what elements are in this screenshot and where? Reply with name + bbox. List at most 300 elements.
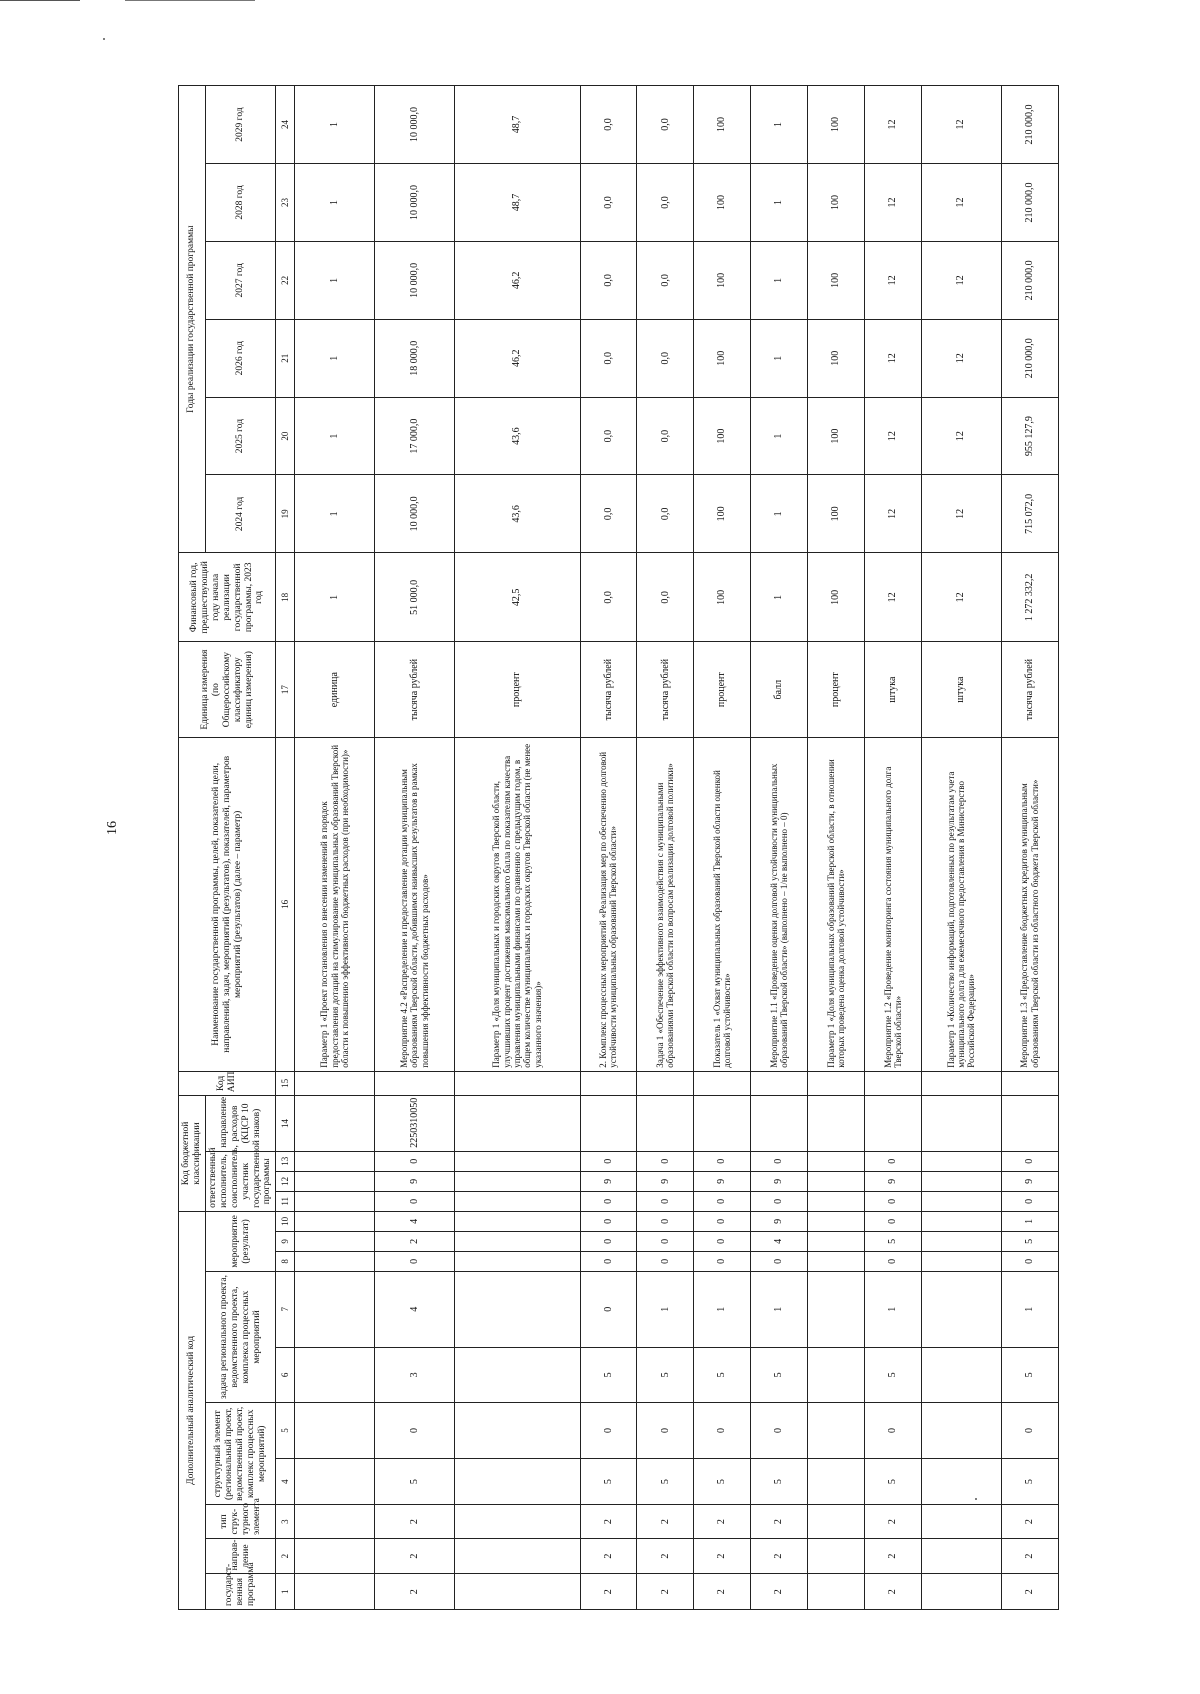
table-cell: 2 — [864, 1538, 921, 1574]
table-cell: 5 — [580, 1347, 637, 1403]
column-index-cell: 13 — [276, 1151, 295, 1171]
table-cell: 0 — [694, 1403, 751, 1459]
column-index-cell: 7 — [276, 1271, 295, 1347]
column-index-cell: 3 — [276, 1505, 295, 1538]
table-row — [637, 86, 694, 1610]
table-cell: 0,0 — [580, 164, 637, 242]
row-name-cell: Показатель 1 «Охват муниципальных образований Тверской области оценкой долговой устойчивости» — [694, 737, 751, 1071]
table-cell: 210 000,0 — [1001, 241, 1058, 319]
header-aip: Код АИП — [179, 1071, 276, 1095]
header-2027: 2027 год — [205, 241, 276, 319]
column-index-cell: 21 — [276, 319, 295, 397]
table-cell: 2 — [694, 1505, 751, 1538]
table-cell: 100 — [694, 397, 751, 475]
table-cell — [454, 1096, 580, 1152]
table-cell — [694, 1096, 751, 1152]
table-cell: 9 — [694, 1171, 751, 1191]
table-cell: 100 — [808, 319, 865, 397]
table-cell: 0 — [375, 1191, 455, 1211]
table-cell: 5 — [751, 1347, 808, 1403]
table-cell: процент — [694, 642, 751, 738]
row-name-cell: Мероприятие 1.3 «Предоставление бюджетных кредитов муниципальным образованиям Тверской области из областного бюджета Тверской области» — [1001, 737, 1058, 1071]
table-cell: 0,0 — [637, 86, 694, 164]
table-cell: 0 — [580, 1151, 637, 1171]
table-cell: 12 — [864, 319, 921, 397]
table-cell — [808, 1231, 865, 1251]
table-cell — [921, 1171, 1001, 1191]
column-index-cell: 18 — [276, 553, 295, 642]
column-index-cell: 15 — [276, 1071, 295, 1095]
table-cell: 1 — [864, 1271, 921, 1347]
table-cell — [921, 1096, 1001, 1152]
table-cell: единица — [295, 642, 375, 738]
table-cell — [751, 1071, 808, 1095]
table-cell: 1 — [751, 1271, 808, 1347]
scan-edge-line — [125, 0, 255, 1]
table-cell: 3 — [375, 1347, 455, 1403]
table-cell: 2 — [694, 1538, 751, 1574]
table-cell: 100 — [808, 475, 865, 553]
table-cell: 9 — [751, 1211, 808, 1231]
header-measure: мероприятие (результат) — [205, 1211, 276, 1271]
column-index-cell: 1 — [276, 1574, 295, 1610]
table-cell: 2 — [637, 1574, 694, 1610]
table-row — [580, 86, 637, 1610]
table-cell: 2 — [637, 1505, 694, 1538]
table-cell — [295, 1171, 375, 1191]
table-cell — [295, 1151, 375, 1171]
table-cell: 2 — [751, 1574, 808, 1610]
table-cell: 0 — [637, 1191, 694, 1211]
column-index-cell: 4 — [276, 1458, 295, 1505]
table-cell: 0 — [580, 1211, 637, 1231]
rotated-table-wrapper — [178, 85, 1058, 1610]
table-cell — [921, 1505, 1001, 1538]
header-resp: ответственный исполнитель, соисполнитель, участник государственной программы — [205, 1151, 276, 1211]
table-cell: 5 — [637, 1347, 694, 1403]
row-name-cell: Мероприятие 1.1 «Проведение оценки долговой устойчивости муниципальных образований Тверской области» (выполнено – 1/не выполнено – 0) — [751, 737, 808, 1071]
table-cell: 1 — [751, 475, 808, 553]
table-cell: 0 — [694, 1251, 751, 1271]
table-cell: 210 000,0 — [1001, 319, 1058, 397]
table-cell — [921, 1231, 1001, 1251]
table-cell: 715 072,0 — [1001, 475, 1058, 553]
table-cell: 12 — [921, 397, 1001, 475]
header-2024: 2024 год — [205, 475, 276, 553]
table-cell: тысяча рублей — [637, 642, 694, 738]
table-cell — [295, 1251, 375, 1271]
table-cell: 0 — [864, 1251, 921, 1271]
table-cell: 1 — [751, 319, 808, 397]
table-cell: 100 — [808, 241, 865, 319]
header-gp: государст-венная программа — [205, 1574, 276, 1610]
table-cell: 1 272 332,2 — [1001, 553, 1058, 642]
table-cell: 100 — [808, 397, 865, 475]
table-cell — [808, 1096, 865, 1152]
table-cell: 0 — [580, 1191, 637, 1211]
table-cell: процент — [808, 642, 865, 738]
table-cell: 5 — [864, 1231, 921, 1251]
table-cell: 0 — [694, 1191, 751, 1211]
column-index-cell: 2 — [276, 1538, 295, 1574]
table-cell: 5 — [864, 1458, 921, 1505]
table-cell: 18 000,0 — [375, 319, 455, 397]
table-cell: 9 — [1001, 1171, 1058, 1191]
table-cell: 0 — [1001, 1403, 1058, 1459]
table-cell — [921, 1574, 1001, 1610]
column-index-cell: 16 — [276, 737, 295, 1071]
table-cell — [295, 1191, 375, 1211]
table-cell: 1 — [295, 319, 375, 397]
table-cell: 5 — [1001, 1347, 1058, 1403]
table-cell: 0 — [751, 1403, 808, 1459]
column-index-cell: 8 — [276, 1251, 295, 1271]
header-unit: Единица измерения (по Общероссийскому классификатору единиц измерения) — [179, 642, 276, 738]
table-cell: 0 — [637, 1403, 694, 1459]
table-cell — [864, 1071, 921, 1095]
table-cell — [808, 1403, 865, 1459]
table-row — [375, 86, 455, 1610]
table-cell: 9 — [751, 1171, 808, 1191]
header-years-group: Годы реализации государственной программы — [179, 86, 206, 553]
column-index-cell: 10 — [276, 1211, 295, 1231]
table-cell — [454, 1458, 580, 1505]
table-cell: 5 — [694, 1458, 751, 1505]
table-cell: 1 — [751, 164, 808, 242]
table-cell — [921, 1151, 1001, 1171]
table-cell — [454, 1211, 580, 1231]
table-cell — [808, 1505, 865, 1538]
column-index-cell: 14 — [276, 1096, 295, 1152]
table-cell — [295, 1231, 375, 1251]
header-name: Наименование государственной программы, целей, показателей цели, направлений, задач, мероприятий (результатов), показателей, параметров мероприятий (результатов) (далее – параметр) — [179, 737, 276, 1071]
table-cell: 1 — [1001, 1211, 1058, 1231]
table-cell: 0 — [694, 1231, 751, 1251]
table-cell: 100 — [694, 475, 751, 553]
table-cell: 17 000,0 — [375, 397, 455, 475]
table-cell: 0 — [864, 1191, 921, 1211]
table-cell: 0,0 — [637, 241, 694, 319]
column-index-cell: 5 — [276, 1403, 295, 1459]
table-cell — [295, 1458, 375, 1505]
table-cell: 48,7 — [454, 86, 580, 164]
table-cell — [1001, 1096, 1058, 1152]
header-budget-code: Код бюджетной классификации — [179, 1096, 206, 1212]
table-cell: 2 — [751, 1538, 808, 1574]
table-cell — [808, 1171, 865, 1191]
page-number: 16 — [105, 821, 120, 835]
table-cell: 0,0 — [580, 86, 637, 164]
table-cell — [921, 1251, 1001, 1271]
table-cell: 48,7 — [454, 164, 580, 242]
table-cell: 12 — [864, 241, 921, 319]
table-row — [808, 86, 865, 1610]
table-cell: 5 — [694, 1347, 751, 1403]
column-index-cell: 11 — [276, 1191, 295, 1211]
table-cell: 0 — [637, 1211, 694, 1231]
table-cell: 0 — [751, 1191, 808, 1211]
table-cell: 1 — [694, 1271, 751, 1347]
table-cell: 46,2 — [454, 319, 580, 397]
table-cell: 2 — [1001, 1574, 1058, 1610]
header-type: тип струк-турного элемента — [205, 1505, 276, 1538]
table-cell: 0 — [637, 1231, 694, 1251]
table-cell: 100 — [694, 164, 751, 242]
table-cell: 43,6 — [454, 475, 580, 553]
table-cell: 46,2 — [454, 241, 580, 319]
table-cell: 12 — [864, 397, 921, 475]
table-cell: 0 — [751, 1151, 808, 1171]
table-cell — [454, 1403, 580, 1459]
table-cell: 12 — [921, 553, 1001, 642]
table-row — [694, 86, 751, 1610]
table-cell — [454, 1071, 580, 1095]
row-name-cell: Параметр 1 «Количество информаций, подготовленных по результатам учета муниципального долга для ежемесячного предоставления в Министерство Российской Федерации» — [921, 737, 1001, 1071]
table-cell: 4 — [375, 1211, 455, 1231]
header-struct: структурный элемент (региональный проект, ведомственный проект, комплекс процессных мероприятий) — [205, 1403, 276, 1505]
table-cell: 0,0 — [637, 397, 694, 475]
table-cell: 0 — [375, 1151, 455, 1171]
table-cell: 0 — [580, 1251, 637, 1271]
table-cell — [694, 1071, 751, 1095]
row-name-cell: 2. Комплекс процессных мероприятий «Реализация мер по обеспечению долговой устойчивости муниципальных образований Тверской области» — [580, 737, 637, 1071]
table-cell: 12 — [921, 241, 1001, 319]
table-cell: 0 — [580, 1231, 637, 1251]
table-cell: 1 — [751, 241, 808, 319]
table-cell — [1001, 1071, 1058, 1095]
table-row — [921, 86, 1001, 1610]
table-cell: 2 — [694, 1574, 751, 1610]
header-task: задача регионального проекта, ведомственного проекта, комплекса процессных мероприятий — [205, 1271, 276, 1402]
table-cell: 0 — [580, 1271, 637, 1347]
table-cell — [454, 1538, 580, 1574]
table-cell: 1 — [295, 397, 375, 475]
table-cell: 2 — [637, 1538, 694, 1574]
table-cell: 0 — [864, 1151, 921, 1171]
table-cell: 5 — [751, 1458, 808, 1505]
table-cell — [921, 1403, 1001, 1459]
table-cell — [921, 1271, 1001, 1347]
table-cell: 1 — [295, 164, 375, 242]
table-cell: 9 — [637, 1171, 694, 1191]
row-name-cell: Задача 1 «Обеспечение эффективного взаимодействия с муниципальными образованиями Тверской области по вопросам реализации долговой политики» — [637, 737, 694, 1071]
table-cell — [808, 1347, 865, 1403]
table-cell: 9 — [580, 1171, 637, 1191]
table-cell: 100 — [808, 164, 865, 242]
table-cell: 2 — [375, 1574, 455, 1610]
column-index-cell: 17 — [276, 642, 295, 738]
table-cell: 1 — [751, 86, 808, 164]
row-name-cell: Параметр 1 «Проект постановления о внесении изменений в порядок предоставления дотаций на стимулирование муниципальных образований Тверской области к повышению эффективности бюджетных расходов (при необходимости)» — [295, 737, 375, 1071]
header-2025: 2025 год — [205, 397, 276, 475]
table-cell — [295, 1271, 375, 1347]
table-cell — [295, 1211, 375, 1231]
table-cell: 10 000,0 — [375, 86, 455, 164]
table-cell — [808, 1071, 865, 1095]
table-cell — [580, 1096, 637, 1152]
table-cell: 210 000,0 — [1001, 164, 1058, 242]
table-cell: 4 — [375, 1271, 455, 1347]
table-cell — [454, 1574, 580, 1610]
table-cell — [454, 1347, 580, 1403]
table-cell: 0,0 — [637, 475, 694, 553]
table-cell: 0 — [694, 1151, 751, 1171]
table-cell — [295, 1071, 375, 1095]
table-cell: 0 — [1001, 1151, 1058, 1171]
table-cell — [454, 1171, 580, 1191]
table-cell: 10 000,0 — [375, 475, 455, 553]
table-cell: 100 — [694, 319, 751, 397]
table-cell — [864, 1096, 921, 1152]
table-cell: 10 000,0 — [375, 164, 455, 242]
table-cell — [921, 1347, 1001, 1403]
table-cell: 0,0 — [637, 553, 694, 642]
row-name-cell: Параметр 1 «Доля муниципальных и городских округов Тверской области, улучшивших процент достижения максимального балла по показателям качества управления муниципальными финансами по сравнению с предыдущим годом, в общем количестве муниципальных и городских округов Тверской области (не менее указанного значения)» — [454, 737, 580, 1071]
table-cell: 0 — [751, 1251, 808, 1271]
table-cell: 9 — [864, 1171, 921, 1191]
table-cell: тысяча рублей — [1001, 642, 1058, 738]
header-napr: направ-ление — [205, 1538, 276, 1574]
table-cell — [295, 1505, 375, 1538]
table-cell: 4 — [751, 1231, 808, 1251]
table-cell — [921, 1211, 1001, 1231]
table-cell: штука — [921, 642, 1001, 738]
column-index-cell: 24 — [276, 86, 295, 164]
table-cell: 5 — [1001, 1458, 1058, 1505]
table-cell: 5 — [637, 1458, 694, 1505]
row-name-cell: Параметр 1 «Доля муниципальных образований Тверской области, в отношении которых проведена оценка долговой устойчивости» — [808, 737, 865, 1071]
table-cell — [295, 1096, 375, 1152]
table-cell — [637, 1071, 694, 1095]
table-cell: 0 — [375, 1251, 455, 1271]
table-cell: 0 — [1001, 1251, 1058, 1271]
table-cell: 0,0 — [637, 319, 694, 397]
table-cell: 1 — [637, 1271, 694, 1347]
table-cell: 2 — [1001, 1505, 1058, 1538]
table-cell — [454, 1251, 580, 1271]
table-cell: 0,0 — [580, 397, 637, 475]
table-cell: 100 — [694, 553, 751, 642]
table-cell: 0,0 — [580, 241, 637, 319]
table-cell — [808, 1574, 865, 1610]
table-cell — [454, 1505, 580, 1538]
table-cell: 9 — [375, 1171, 455, 1191]
column-index-row — [276, 86, 295, 1610]
table-cell: 0 — [864, 1403, 921, 1459]
table-cell: 0,0 — [637, 164, 694, 242]
table-cell: 12 — [864, 164, 921, 242]
table-cell: штука — [864, 642, 921, 738]
header-2029: 2029 год — [205, 86, 276, 164]
table-cell: 5 — [864, 1347, 921, 1403]
table-cell: 100 — [694, 241, 751, 319]
table-cell: 0 — [1001, 1191, 1058, 1211]
row-name-cell: Мероприятие 1.2 «Проведение мониторинга состояния муниципального долга Тверской области» — [864, 737, 921, 1071]
table-cell: 100 — [808, 86, 865, 164]
table-cell: 2 — [375, 1505, 455, 1538]
table-cell: балл — [751, 642, 808, 738]
table-cell — [921, 1071, 1001, 1095]
column-index-cell: 20 — [276, 397, 295, 475]
table-cell: 1 — [295, 241, 375, 319]
table-cell: 0 — [694, 1211, 751, 1231]
table-cell: 1 — [1001, 1271, 1058, 1347]
table-cell: 210 000,0 — [1001, 86, 1058, 164]
table-cell: 0,0 — [580, 319, 637, 397]
table-cell — [295, 1574, 375, 1610]
table-cell: 0 — [864, 1211, 921, 1231]
table-cell: 42,5 — [454, 553, 580, 642]
table-cell — [295, 1403, 375, 1459]
table-row — [751, 86, 808, 1610]
table-row — [454, 86, 580, 1610]
table-cell — [454, 1271, 580, 1347]
table-row — [295, 86, 375, 1610]
table-cell — [454, 1191, 580, 1211]
table-cell — [295, 1538, 375, 1574]
table-cell: 12 — [864, 553, 921, 642]
table-cell: 5 — [375, 1458, 455, 1505]
table-cell — [808, 1211, 865, 1231]
table-cell: 0 — [637, 1151, 694, 1171]
table-cell: 0,0 — [580, 553, 637, 642]
scan-edge-line — [0, 0, 80, 1]
table-cell: 1 — [751, 553, 808, 642]
table-cell: 1 — [751, 397, 808, 475]
table-body — [276, 86, 1058, 1610]
table-cell: 2 — [580, 1574, 637, 1610]
table-cell: 12 — [921, 164, 1001, 242]
table-cell: 5 — [580, 1458, 637, 1505]
table-cell: 12 — [921, 319, 1001, 397]
table-cell: 12 — [864, 86, 921, 164]
table-cell — [808, 1251, 865, 1271]
table-cell: 12 — [921, 475, 1001, 553]
header-add-code: Дополнительный аналитический код — [179, 1211, 206, 1609]
table-cell: 2 — [580, 1538, 637, 1574]
table-cell — [808, 1271, 865, 1347]
table-cell: 100 — [808, 553, 865, 642]
table-cell: 100 — [694, 86, 751, 164]
table-cell: 51 000,0 — [375, 553, 455, 642]
row-name-cell: Мероприятие 4.2 «Распределение и предоставление дотации муниципальным образованиям Тверской области, добившимся наивысших результатов в рамках повышения эффективности бюджетных расходов» — [375, 737, 455, 1071]
table-cell — [454, 1151, 580, 1171]
table-cell: 1 — [295, 86, 375, 164]
program-table — [178, 85, 1059, 1610]
table-cell: 0 — [375, 1403, 455, 1459]
table-cell — [375, 1071, 455, 1095]
header-fin-year: Финансовый год, предшествующий году начала реализации государственной программы, 2023 год — [179, 553, 276, 642]
table-cell: 0 — [637, 1251, 694, 1271]
scan-speck — [103, 38, 105, 40]
table-cell: 43,6 — [454, 397, 580, 475]
table-cell — [808, 1458, 865, 1505]
table-cell: 955 127,9 — [1001, 397, 1058, 475]
table-cell: 2 — [1001, 1538, 1058, 1574]
table-cell — [921, 1458, 1001, 1505]
table-row — [1001, 86, 1058, 1610]
column-index-cell: 9 — [276, 1231, 295, 1251]
table-cell: 0 — [580, 1403, 637, 1459]
table-row — [864, 86, 921, 1610]
column-index-cell: 22 — [276, 241, 295, 319]
table-cell: 12 — [921, 86, 1001, 164]
table-cell — [580, 1071, 637, 1095]
table-cell — [808, 1191, 865, 1211]
table-cell: 2 — [864, 1574, 921, 1610]
table-cell — [921, 1538, 1001, 1574]
table-cell: 2 — [375, 1538, 455, 1574]
